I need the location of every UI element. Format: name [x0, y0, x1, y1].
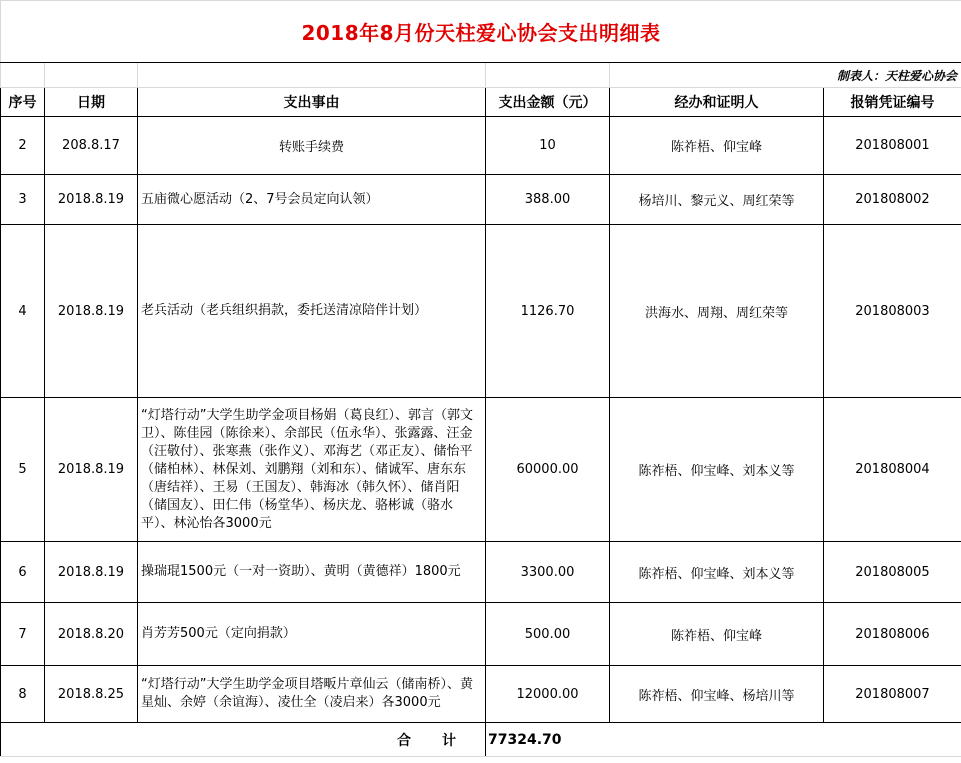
cell-persons[interactable]: 陈祚梧、仰宝峰 [610, 117, 824, 175]
header-reason[interactable]: 支出事由 [138, 88, 486, 117]
blank-cell[interactable] [486, 63, 610, 88]
cell-date[interactable]: 2018.8.19 [45, 398, 138, 542]
cell-reason[interactable]: 肖芳芳500元（定向捐款） [138, 603, 486, 666]
cell-reason[interactable]: 转账手续费 [138, 117, 486, 175]
table-row [1, 175, 961, 225]
cell-persons[interactable]: 洪海水、周翔、周红荣等 [610, 225, 824, 398]
cell-date[interactable]: 2018.8.19 [45, 542, 138, 603]
cell-persons[interactable]: 陈祚梧、仰宝峰、刘本义等 [610, 398, 824, 542]
table-row [1, 603, 961, 666]
cell-amount[interactable]: 10 [486, 117, 610, 175]
cell-seq[interactable]: 3 [1, 175, 45, 225]
cell-reason[interactable]: “灯塔行动”大学生助学金项目杨娟（葛良红）、郭言（郭文卫）、陈佳园（陈徐来）、余部民（伍永华）、张露露、汪金（汪敬付）、张寒燕（张作义）、邓海艺（邓正友）、储怡平（储柏林）、林保刘、刘鹏翔（刘和东）、储诚军、唐东东（唐结祥）、王易（王国友）、韩海冰（韩久怀）、储肖阳（储国友）、田仁伟（杨堂华）、杨庆龙、骆彬诚（骆水平）、林沁怡各3000元 [138, 398, 486, 542]
cell-seq[interactable]: 8 [1, 666, 45, 723]
table-maker[interactable]: 制表人：天柱爱心协会 [610, 63, 961, 88]
table-row [1, 225, 961, 398]
cell-seq[interactable]: 5 [1, 398, 45, 542]
header-seq[interactable]: 序号 [1, 88, 45, 117]
cell-amount[interactable]: 60000.00 [486, 398, 610, 542]
header-amount[interactable]: 支出金额（元） [486, 88, 610, 117]
cell-reason[interactable]: 操瑞琨1500元（一对一资助）、黄明（黄德祥）1800元 [138, 542, 486, 603]
cell-reason[interactable]: 五庙微心愿活动（2、7号会员定向认领） [138, 175, 486, 225]
cell-persons[interactable]: 陈祚梧、仰宝峰 [610, 603, 824, 666]
cell-persons[interactable]: 杨培川、黎元义、周红荣等 [610, 175, 824, 225]
cell-reason[interactable]: “灯塔行动”大学生助学金项目塔畈片章仙云（储南桥）、黄星灿、余婷（余谊海）、凌仕全（凌启来）各3000元 [138, 666, 486, 723]
header-date[interactable]: 日期 [45, 88, 138, 117]
sheet-title[interactable]: 2018年8月份天柱爱心协会支出明细表 [1, 1, 961, 63]
table-row [1, 117, 961, 175]
cell-reason[interactable]: 老兵活动（老兵组织捐款，委托送清凉陪伴计划） [138, 225, 486, 398]
cell-voucher[interactable]: 201808004 [824, 398, 961, 542]
cell-date[interactable]: 2018.8.25 [45, 666, 138, 723]
blank-cell[interactable] [1, 63, 45, 88]
cell-amount[interactable]: 388.00 [486, 175, 610, 225]
header-persons[interactable]: 经办和证明人 [610, 88, 824, 117]
table-row [1, 666, 961, 723]
cell-persons[interactable]: 陈祚梧、仰宝峰、杨培川等 [610, 666, 824, 723]
table-row [1, 542, 961, 603]
cell-date[interactable]: 208.8.17 [45, 117, 138, 175]
cell-amount[interactable]: 3300.00 [486, 542, 610, 603]
total-value[interactable]: 77324.70 [486, 723, 961, 757]
blank-cell[interactable] [45, 63, 138, 88]
header-row [1, 88, 961, 117]
cell-seq[interactable]: 6 [1, 542, 45, 603]
title-row [1, 1, 961, 63]
header-voucher[interactable]: 报销凭证编号 [824, 88, 961, 117]
cell-date[interactable]: 2018.8.19 [45, 225, 138, 398]
cell-voucher[interactable]: 201808005 [824, 542, 961, 603]
cell-voucher[interactable]: 201808002 [824, 175, 961, 225]
total-row [1, 723, 961, 757]
cell-voucher[interactable]: 201808007 [824, 666, 961, 723]
cell-persons[interactable]: 陈祚梧、仰宝峰、刘本义等 [610, 542, 824, 603]
cell-voucher[interactable]: 201808006 [824, 603, 961, 666]
cell-amount[interactable]: 500.00 [486, 603, 610, 666]
cell-seq[interactable]: 7 [1, 603, 45, 666]
total-label[interactable]: 合 计 [1, 723, 486, 757]
blank-cell[interactable] [138, 63, 486, 88]
maker-row [1, 63, 961, 88]
cell-amount[interactable]: 12000.00 [486, 666, 610, 723]
cell-seq[interactable]: 4 [1, 225, 45, 398]
cell-amount[interactable]: 1126.70 [486, 225, 610, 398]
cell-date[interactable]: 2018.8.20 [45, 603, 138, 666]
table-row [1, 398, 961, 542]
cell-seq[interactable]: 2 [1, 117, 45, 175]
cell-voucher[interactable]: 201808003 [824, 225, 961, 398]
cell-voucher[interactable]: 201808001 [824, 117, 961, 175]
cell-date[interactable]: 2018.8.19 [45, 175, 138, 225]
